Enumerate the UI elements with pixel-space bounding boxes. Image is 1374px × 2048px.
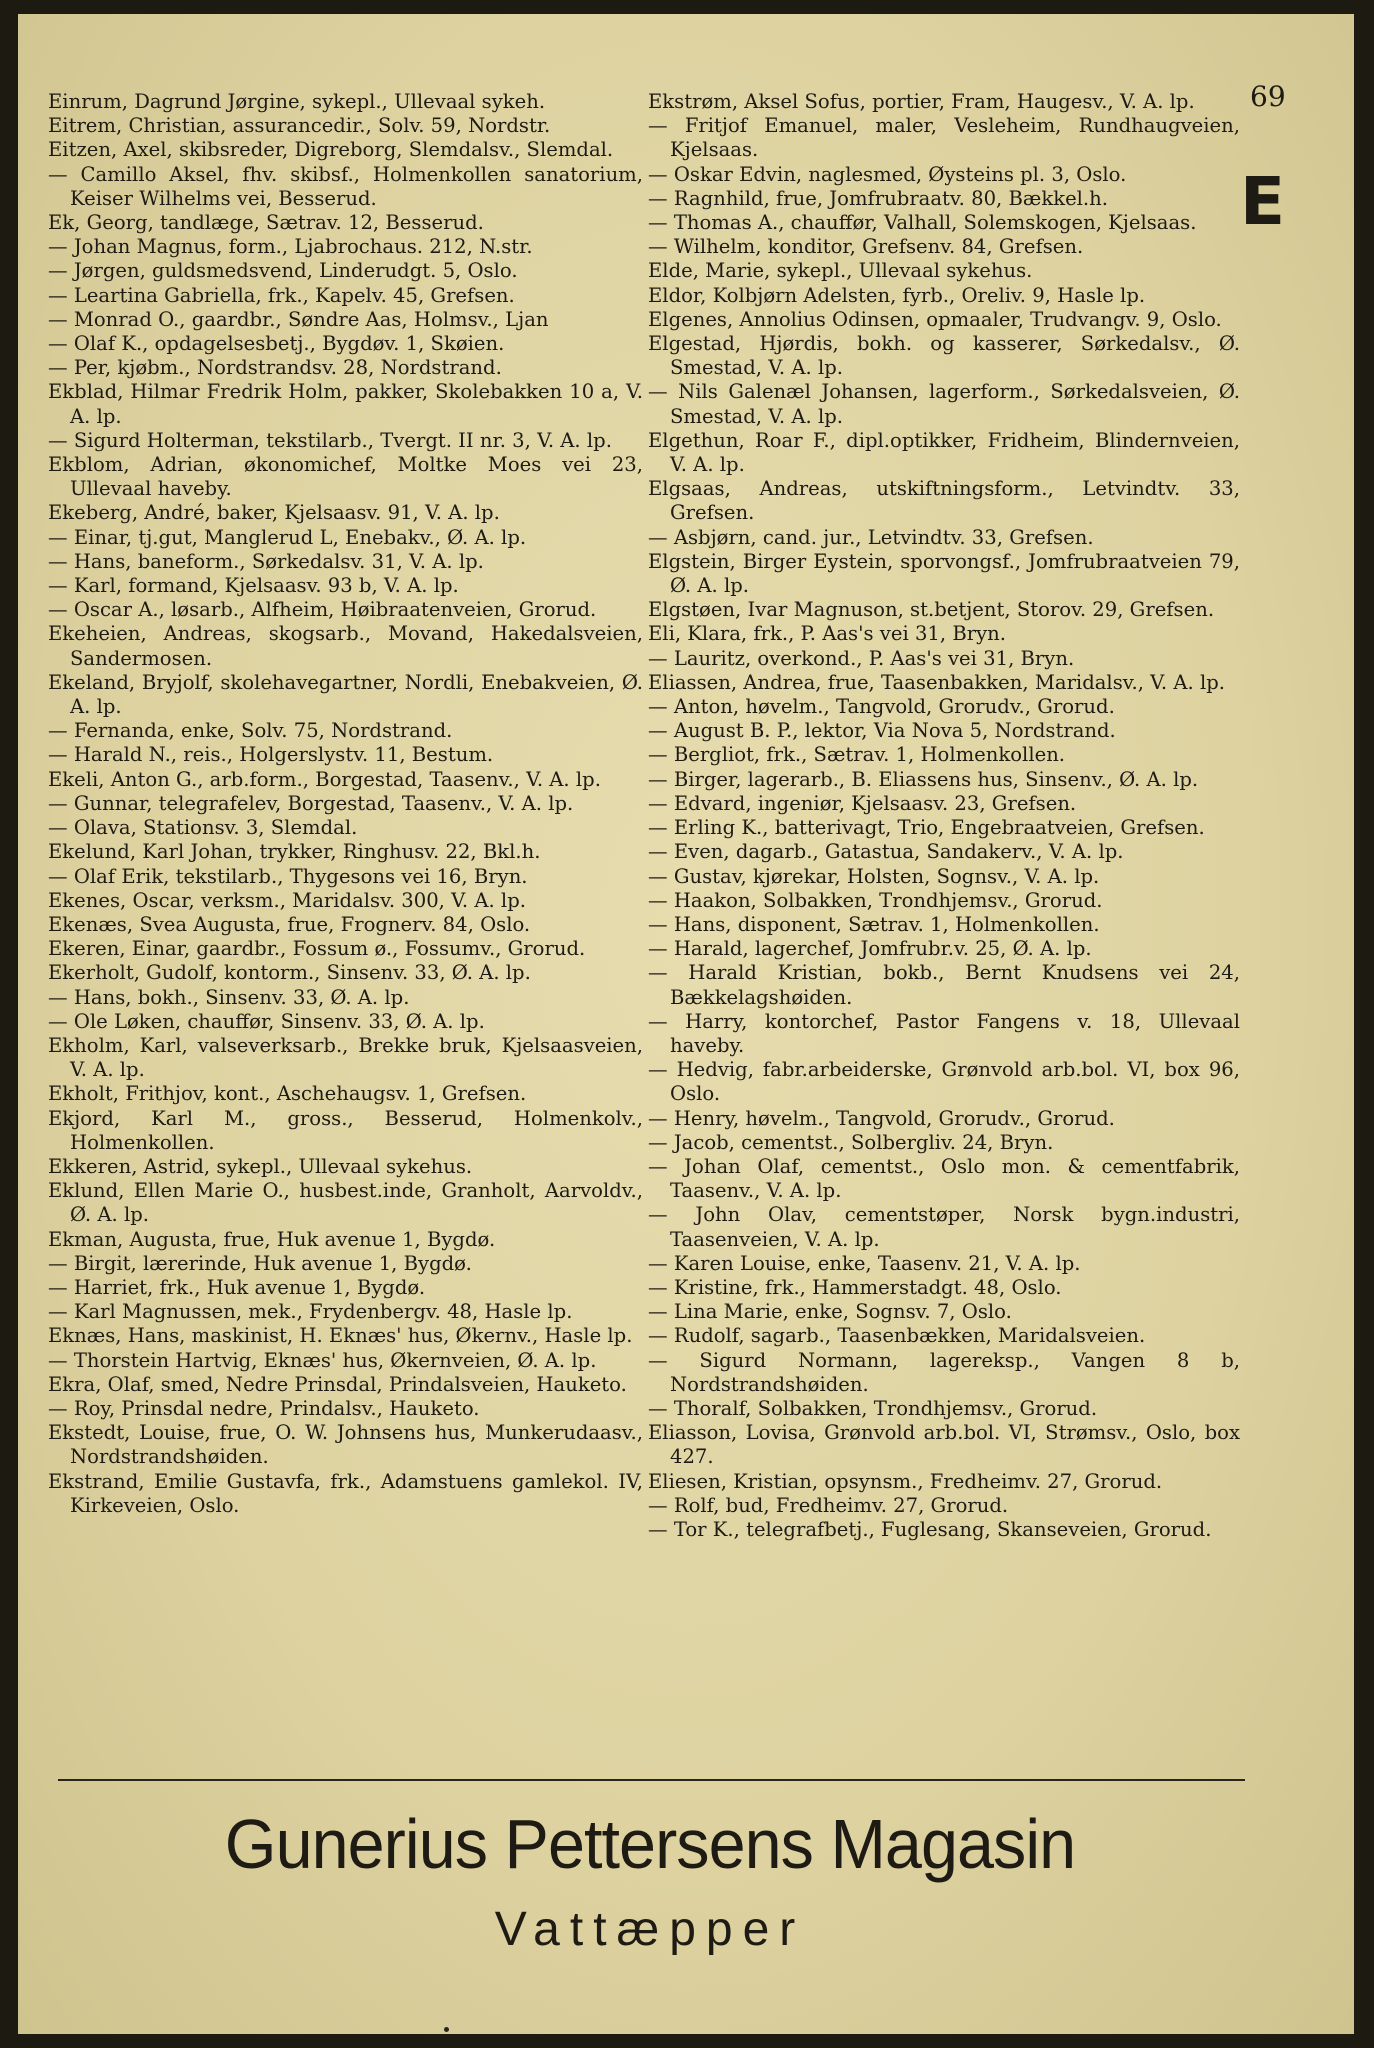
divider-rule (58, 1779, 1245, 1781)
directory-entry: — Olava, Stationsv. 3, Slemdal. (48, 816, 358, 840)
section-letter: E (1240, 163, 1284, 240)
ink-dot (444, 2027, 449, 2032)
directory-entry: — Rolf, bud, Fredheimv. 27, Grorud. (648, 1493, 1009, 1517)
directory-entry: Ekenes, Oscar, verksm., Maridalsv. 300, V. A. lp. (48, 888, 526, 912)
directory-entry: Ekjord, Karl M., gross., Besserud, Holmenkolv., Holmenkollen. (48, 1106, 643, 1154)
directory-entry: — Sigurd Holterman, tekstilarb., Tvergt. II nr. 3, V. A. lp. (48, 428, 612, 452)
directory-entry: Eldor, Kolbjørn Adelsten, fyrb., Oreliv. 9, Hasle lp. (648, 283, 1146, 307)
directory-entry: — Olaf Erik, tekstilarb., Thygesons vei 16, Bryn. (48, 864, 528, 888)
directory-entry: Elgstein, Birger Eystein, sporvongsf., Jomfrubraatveien 79, Ø. A. lp. (648, 549, 1240, 598)
right-column (648, 90, 1240, 1542)
directory-entry: — Tor K., telegrafbetj., Fuglesang, Skanseveien, Grorud. (648, 1517, 1212, 1541)
directory-entry: — Kristine, frk., Hammerstadgt. 48, Oslo. (648, 1275, 1062, 1299)
directory-entry: — Edvard, ingeniør, Kjelsaasv. 23, Grefsen. (648, 791, 1077, 815)
directory-entry: — Oskar Edvin, naglesmed, Øysteins pl. 3, Oslo. (648, 162, 1127, 186)
directory-entry: — Birgit, lærerinde, Huk avenue 1, Bygdø. (48, 1251, 472, 1275)
directory-entry: — Leartina Gabriella, frk., Kapelv. 45, Grefsen. (48, 283, 515, 307)
directory-entry: Eitzen, Axel, skibsreder, Digreborg, Slemdalsv., Slemdal. (48, 138, 614, 162)
directory-entry: Ekstedt, Louise, frue, O. W. Johnsens hus, Munkerudaasv., Nordstrandshøiden. (48, 1421, 643, 1469)
directory-entry: — Nils Galenæl Johansen, lagerform., Sørkedalsveien, Ø. Smestad, V. A. lp. (648, 380, 1240, 428)
directory-entry: — Hedvig, fabr.arbeiderske, Grønvold arb.bol. VI, box 96, Oslo. (648, 1058, 1240, 1106)
directory-entry: — Fernanda, enke, Solv. 75, Nordstrand. (48, 719, 453, 743)
directory-entry: Eliesen, Kristian, opsynsm., Fredheimv. 27, Grorud. (648, 1469, 1163, 1493)
directory-entry: — Birger, lagerarb., B. Eliassens hus, Sinsenv., Ø. A. lp. (648, 767, 1199, 791)
directory-entry: — Harald, lagerchef, Jomfrubr.v. 25, Ø. A. lp. (648, 937, 1092, 961)
directory-entry: — Thorstein Hartvig, Eknæs' hus, Økernveien, Ø. A. lp. (48, 1348, 597, 1372)
directory-entry: Ek, Georg, tandlæge, Sætrav. 12, Besserud. (48, 211, 484, 235)
directory-entry: Ekelund, Karl Johan, trykker, Ringhusv. 22, Bkl.h. (48, 840, 541, 864)
directory-entry: — Harald Kristian, bokb., Bernt Knudsens vei 24, Bækkelagshøiden. (648, 961, 1240, 1009)
directory-entry: Ekstrøm, Aksel Sofus, portier, Fram, Haugesv., V. A. lp. (648, 90, 1195, 113)
directory-entry: — Wilhelm, konditor, Grefsenv. 84, Grefsen. (648, 235, 1084, 259)
directory-entry: Elgsaas, Andreas, utskiftningsform., Letvindtv. 33, Grefsen. (648, 477, 1240, 525)
directory-entry: Eliasson, Lovisa, Grønvold arb.bol. VI, Strømsv., Oslo, box 427. (648, 1421, 1240, 1469)
directory-entry: — Per, kjøbm., Nordstrandsv. 28, Nordstrand. (48, 356, 502, 380)
directory-entry: Ekeheien, Andreas, skogsarb., Movand, Hakedalsveien, Sandermosen. (48, 622, 643, 670)
directory-entry: Einrum, Dagrund Jørgine, sykepl., Ullevaal sykeh. (48, 90, 546, 113)
directory-entry: — Johan Olaf, cementst., Oslo mon. & cementfabrik, Taasenv., V. A. lp. (648, 1154, 1240, 1203)
directory-entry: Ekeland, Bryjolf, skolehavegartner, Nordli, Enebakveien, Ø. A. lp. (48, 670, 643, 719)
directory-entry: — Sigurd Normann, lagereksp., Vangen 8 b, Nordstrandshøiden. (648, 1348, 1240, 1396)
directory-entry: — Harald N., reis., Holgerslystv. 11, Bestum. (48, 743, 494, 767)
directory-entry: — Jørgen, guldsmedsvend, Linderudgt. 5, Oslo. (48, 259, 518, 283)
directory-entry: — Fritjof Emanuel, maler, Vesleheim, Rundhaugveien, Kjelsaas. (648, 114, 1240, 162)
advertisement-title: Gunerius Pettersens Magasin (224, 1805, 1076, 1883)
directory-entry: Elgenes, Annolius Odinsen, opmaaler, Trudvangv. 9, Oslo. (648, 307, 1222, 331)
directory-entry: Ekra, Olaf, smed, Nedre Prinsdal, Prindalsveien, Hauketo. (48, 1372, 627, 1396)
directory-entry: — Thoralf, Solbakken, Trondhjemsv., Grorud. (648, 1396, 1098, 1420)
page-number: 69 (1250, 80, 1286, 113)
directory-entry: — Harriet, frk., Huk avenue 1, Bygdø. (48, 1275, 426, 1299)
directory-entry: — Roy, Prinsdal nedre, Prindalsv., Hauketo. (48, 1396, 480, 1420)
directory-entry: — Lina Marie, enke, Sognsv. 7, Oslo. (648, 1300, 1012, 1324)
directory-entry: — Asbjørn, cand. jur., Letvindtv. 33, Grefsen. (648, 525, 1094, 549)
directory-entry: — Einar, tj.gut, Manglerud L, Enebakv., Ø. A. lp. (48, 525, 527, 549)
directory-entry: Ekholt, Frithjov, kont., Aschehaugsv. 1, Grefsen. (48, 1082, 527, 1106)
directory-entry: Elgstøen, Ivar Magnuson, st.betjent, Storov. 29, Grefsen. (648, 598, 1215, 622)
directory-entry: Ekholm, Karl, valseverksarb., Brekke bruk, Kjelsaasveien, V. A. lp. (48, 1033, 643, 1082)
directory-entry: Ekblom, Adrian, økonomichef, Moltke Moes vei 23, Ullevaal haveby. (48, 453, 643, 501)
directory-entry: — Olaf K., opdagelsesbetj., Bygdøv. 1, Skøien. (48, 332, 505, 356)
directory-entry: — Harry, kontorchef, Pastor Fangens v. 18, Ullevaal haveby. (648, 1009, 1240, 1057)
directory-entry: — Oscar A., løsarb., Alfheim, Høibraatenveien, Grorud. (48, 598, 597, 622)
directory-entry: Eitrem, Christian, assurancedir., Solv. 59, Nordstr. (48, 114, 551, 138)
directory-entry: Ekenæs, Svea Augusta, frue, Frognerv. 84, Oslo. (48, 912, 531, 936)
directory-entry: — Camillo Aksel, fhv. skibsf., Holmenkollen sanatorium, Keiser Wilhelms vei, Besserud. (48, 162, 643, 210)
directory-entry: Elgestad, Hjørdis, bokh. og kasserer, Sørkedalsv., Ø. Smestad, V. A. lp. (648, 332, 1240, 380)
directory-entry: — Hans, bokh., Sinsenv. 33, Ø. A. lp. (48, 985, 410, 1009)
directory-entry: — Erling K., batterivagt, Trio, Engebraatveien, Grefsen. (648, 816, 1205, 840)
directory-entry: — Rudolf, sagarb., Taasenbækken, Maridalsveien. (648, 1324, 1146, 1348)
directory-entry: — Ragnhild, frue, Jomfrubraatv. 80, Bækkel.h. (648, 186, 1109, 210)
directory-entry: — Johan Magnus, form., Ljabrochaus. 212, N.str. (48, 235, 533, 259)
directory-entry: Ekeberg, André, baker, Kjelsaasv. 91, V. A. lp. (48, 501, 500, 525)
directory-entry: Ekeren, Einar, gaardbr., Fossum ø., Fossumv., Grorud. (48, 937, 586, 961)
directory-entry: Eliassen, Andrea, frue, Taasenbakken, Maridalsv., V. A. lp. (648, 670, 1225, 694)
directory-entry: Elde, Marie, sykepl., Ullevaal sykehus. (648, 259, 1033, 283)
directory-entry: — Even, dagarb., Gatastua, Sandakerv., V. A. lp. (648, 840, 1124, 864)
directory-entry: — Karen Louise, enke, Taasenv. 21, V. A. lp. (648, 1251, 1081, 1275)
directory-entry: — Jacob, cementst., Solbergliv. 24, Bryn. (648, 1130, 1054, 1154)
directory-entry: Eknæs, Hans, maskinist, H. Eknæs' hus, Økernv., Hasle lp. (48, 1324, 633, 1348)
directory-entry: — Gunnar, telegrafelev, Borgestad, Taasenv., V. A. lp. (48, 791, 574, 815)
directory-entry: — Gustav, kjørekar, Holsten, Sognsv., V. A. lp. (648, 864, 1100, 888)
directory-entry: — Henry, høvelm., Tangvold, Grorudv., Grorud. (648, 1106, 1115, 1130)
directory-entry: Ekman, Augusta, frue, Huk avenue 1, Bygdø. (48, 1227, 496, 1251)
directory-entry: Ekstrand, Emilie Gustavfa, frk., Adamstuens gamlekol. IV, Kirkeveien, Oslo. (48, 1469, 643, 1517)
directory-entry: — Thomas A., chauffør, Valhall, Solemskogen, Kjelsaas. (648, 211, 1197, 235)
directory-entry: — Monrad O., gaardbr., Søndre Aas, Holmsv., Ljan (48, 307, 549, 331)
directory-entry: — Hans, baneform., Sørkedalsv. 31, V. A. lp. (48, 549, 484, 573)
directory-entry: — Haakon, Solbakken, Trondhjemsv., Grorud. (648, 888, 1103, 912)
directory-entry: Elgethun, Roar F., dipl.optikker, Fridheim, Blindernveien, V. A. lp. (648, 428, 1240, 477)
directory-entry: Eli, Klara, frk., P. Aas's vei 31, Bryn. (648, 622, 1007, 646)
directory-entry: — Hans, disponent, Sætrav. 1, Holmenkollen. (648, 912, 1100, 936)
directory-entry: — August B. P., lektor, Via Nova 5, Nordstrand. (648, 719, 1116, 743)
advertisement-subtitle: Vattæpper (494, 1903, 806, 1956)
left-column (48, 90, 643, 1518)
directory-page (18, 14, 1354, 2034)
directory-entry: — Anton, høvelm., Tangvold, Grorudv., Grorud. (648, 695, 1115, 719)
directory-entry: — Ole Løken, chauffør, Sinsenv. 33, Ø. A. lp. (48, 1009, 485, 1033)
directory-entry: Ekerholt, Gudolf, kontorm., Sinsenv. 33, Ø. A. lp. (48, 961, 531, 985)
directory-entry: Eklund, Ellen Marie O., husbest.inde, Granholt, Aarvoldv., Ø. A. lp. (48, 1179, 643, 1227)
directory-entry: — Lauritz, overkond., P. Aas's vei 31, Bryn. (648, 646, 1075, 670)
directory-entry: Ekkeren, Astrid, sykepl., Ullevaal sykehus. (48, 1154, 473, 1178)
directory-entry: — John Olav, cementstøper, Norsk bygn.industri, Taasenveien, V. A. lp. (648, 1203, 1240, 1251)
directory-entry: — Bergliot, frk., Sætrav. 1, Holmenkollen. (648, 743, 1066, 767)
directory-entry: Ekeli, Anton G., arb.form., Borgestad, Taasenv., V. A. lp. (48, 767, 601, 791)
directory-entry: — Karl Magnussen, mek., Frydenbergv. 48, Hasle lp. (48, 1300, 573, 1324)
directory-entry: Ekblad, Hilmar Fredrik Holm, pakker, Skolebakken 10 a, V. A. lp. (48, 380, 643, 428)
directory-entry: — Karl, formand, Kjelsaasv. 93 b, V. A. lp. (48, 574, 459, 598)
